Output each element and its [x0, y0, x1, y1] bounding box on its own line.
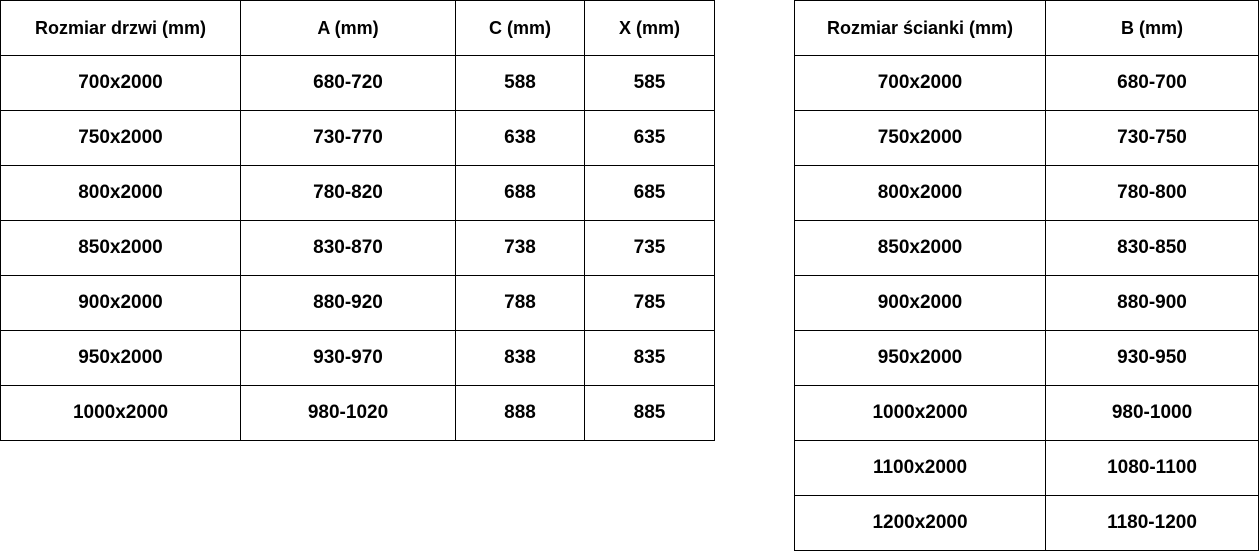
cell-wall-size: 950x2000	[795, 331, 1046, 386]
wall-size-table	[794, 0, 1259, 551]
cell-x: 685	[585, 166, 715, 221]
column-header-door-size: Rozmiar drzwi (mm)	[1, 1, 241, 56]
table-row	[1, 331, 715, 386]
cell-b: 730-750	[1046, 111, 1259, 166]
cell-b: 1180-1200	[1046, 496, 1259, 551]
cell-b: 980-1000	[1046, 386, 1259, 441]
table-row	[795, 111, 1259, 166]
table-header-row	[1, 1, 715, 56]
cell-b: 680-700	[1046, 56, 1259, 111]
cell-b: 880-900	[1046, 276, 1259, 331]
cell-wall-size: 1000x2000	[795, 386, 1046, 441]
table-row	[795, 56, 1259, 111]
cell-b: 1080-1100	[1046, 441, 1259, 496]
table-row	[1, 386, 715, 441]
cell-door-size: 900x2000	[1, 276, 241, 331]
cell-a: 930-970	[241, 331, 456, 386]
cell-x: 635	[585, 111, 715, 166]
cell-wall-size: 800x2000	[795, 166, 1046, 221]
cell-x: 585	[585, 56, 715, 111]
table-row	[795, 276, 1259, 331]
cell-door-size: 1000x2000	[1, 386, 241, 441]
cell-a: 980-1020	[241, 386, 456, 441]
cell-c: 688	[456, 166, 585, 221]
table-row	[795, 166, 1259, 221]
table-header-row	[795, 1, 1259, 56]
cell-x: 735	[585, 221, 715, 276]
column-header-b: B (mm)	[1046, 1, 1259, 56]
cell-c: 588	[456, 56, 585, 111]
table-row	[1, 166, 715, 221]
cell-door-size: 950x2000	[1, 331, 241, 386]
cell-a: 780-820	[241, 166, 456, 221]
cell-c: 838	[456, 331, 585, 386]
column-header-a: A (mm)	[241, 1, 456, 56]
cell-wall-size: 700x2000	[795, 56, 1046, 111]
cell-wall-size: 900x2000	[795, 276, 1046, 331]
cell-door-size: 800x2000	[1, 166, 241, 221]
cell-x: 885	[585, 386, 715, 441]
table-row	[795, 386, 1259, 441]
cell-c: 788	[456, 276, 585, 331]
cell-b: 780-800	[1046, 166, 1259, 221]
table-row	[1, 276, 715, 331]
cell-c: 738	[456, 221, 585, 276]
cell-wall-size: 1200x2000	[795, 496, 1046, 551]
cell-door-size: 750x2000	[1, 111, 241, 166]
cell-b: 930-950	[1046, 331, 1259, 386]
column-header-c: C (mm)	[456, 1, 585, 56]
cell-x: 785	[585, 276, 715, 331]
cell-c: 888	[456, 386, 585, 441]
cell-a: 730-770	[241, 111, 456, 166]
cell-wall-size: 850x2000	[795, 221, 1046, 276]
table-row	[795, 496, 1259, 551]
table-row	[795, 221, 1259, 276]
table-row	[1, 221, 715, 276]
cell-wall-size: 1100x2000	[795, 441, 1046, 496]
cell-x: 835	[585, 331, 715, 386]
door-size-table	[0, 0, 715, 441]
cell-door-size: 850x2000	[1, 221, 241, 276]
cell-wall-size: 750x2000	[795, 111, 1046, 166]
cell-door-size: 700x2000	[1, 56, 241, 111]
cell-a: 830-870	[241, 221, 456, 276]
cell-c: 638	[456, 111, 585, 166]
table-row	[1, 111, 715, 166]
cell-a: 880-920	[241, 276, 456, 331]
cell-b: 830-850	[1046, 221, 1259, 276]
table-row	[795, 441, 1259, 496]
cell-a: 680-720	[241, 56, 456, 111]
column-header-x: X (mm)	[585, 1, 715, 56]
column-header-wall-size: Rozmiar ścianki (mm)	[795, 1, 1046, 56]
table-row	[1, 56, 715, 111]
table-row	[795, 331, 1259, 386]
